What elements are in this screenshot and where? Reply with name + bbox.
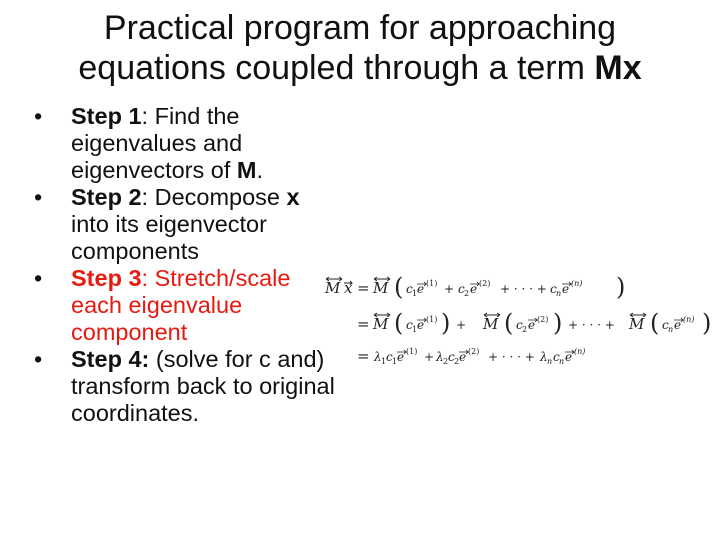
sub-2: 2 [454, 357, 460, 366]
eigvec-e1: e [417, 282, 425, 296]
bullet-icon: • [34, 346, 43, 372]
sup-1: (1) [406, 347, 418, 356]
sup-1: (1) [426, 315, 438, 324]
right-paren: ) [616, 273, 626, 301]
equals-sign: = [357, 279, 370, 297]
step-1-colon: : [141, 103, 155, 129]
equation-line-3 [357, 347, 585, 366]
coeff-cn: c [553, 350, 560, 364]
step-4-label: Step 4: [71, 346, 150, 372]
step-3-text: Stretch/scale each eigenvalue component [71, 265, 291, 345]
sub-2: 2 [464, 289, 470, 298]
coeff-c2: c [516, 318, 523, 332]
right-paren: ) [553, 309, 563, 337]
sub-n: n [556, 289, 562, 298]
coeff-c1: c [406, 318, 413, 332]
coeff-c1: c [406, 282, 413, 296]
equation-line-1 [324, 273, 625, 301]
left-paren: ( [394, 309, 404, 337]
vector-x: x [344, 279, 353, 297]
step-1-text: Find the eigenvalues and eigenvectors of [71, 103, 243, 183]
left-paren: ( [504, 309, 514, 337]
sub-2: 2 [522, 325, 528, 334]
step-3-label: Step 3 [71, 265, 142, 291]
coeff-c1: c [386, 350, 393, 364]
matrix-m: M [325, 279, 341, 297]
sub-2: 2 [443, 357, 449, 366]
sub-1: 1 [381, 357, 387, 366]
sub-n: n [559, 357, 565, 366]
eigvec-e2: e [470, 282, 478, 296]
sup-1: (1) [426, 279, 438, 288]
plus: + [444, 282, 455, 296]
sup-2: (2) [479, 279, 491, 288]
bullet-icon: • [34, 103, 43, 129]
slide-title [20, 8, 700, 88]
step-1 [30, 103, 340, 184]
lambda-n: λ [540, 350, 548, 364]
matrix-m: M [373, 279, 389, 297]
equation-line-2 [357, 309, 711, 337]
matrix-m: M [629, 315, 645, 333]
eigen-decomposition-equations [322, 262, 718, 372]
step-2 [30, 184, 340, 265]
lambda-2: λ [436, 350, 444, 364]
step-3-colon: : [141, 265, 155, 291]
step-4-text: (solve for c and) transform back to original coordinates. [71, 346, 335, 426]
coeff-c2: c [448, 350, 455, 364]
title-line-1: Practical program for approaching [103, 9, 617, 47]
sup-2: (2) [468, 347, 480, 356]
equals-sign: = [357, 315, 370, 333]
bullet-icon: • [34, 184, 43, 210]
sub-1: 1 [412, 325, 418, 334]
eigvec-en: e [565, 350, 573, 364]
eigvec-en: e [562, 282, 570, 296]
step-2-text-after: into its eigenvector components [71, 211, 267, 264]
step-1-label: Step 1 [71, 103, 142, 129]
title-mx: Mx [594, 49, 642, 87]
plus: + [456, 318, 467, 332]
title-line-2-text: equations coupled through a term [78, 49, 595, 87]
lambda-1: λ [374, 350, 382, 364]
sup-2: (2) [537, 315, 549, 324]
step-2-vector: x [286, 184, 300, 210]
eigvec-e2: e [528, 318, 536, 332]
step-2-colon: : [141, 184, 155, 210]
coeff-c2: c [458, 282, 465, 296]
ellipsis: + · · · + [488, 350, 535, 364]
coeff-cn: c [662, 318, 669, 332]
left-paren: ( [650, 309, 660, 337]
sub-n: n [547, 357, 553, 366]
coeff-cn: c [550, 282, 557, 296]
bullet-icon: • [34, 265, 43, 291]
eigvec-e2: e [459, 350, 467, 364]
eigvec-en: e [674, 318, 682, 332]
matrix-m: M [373, 315, 389, 333]
sup-n: (n) [571, 279, 583, 288]
eigvec-e1: e [397, 350, 405, 364]
step-2-text: Decompose [154, 184, 287, 210]
right-paren: ) [702, 309, 712, 337]
title-line-2 [20, 48, 700, 88]
right-paren: ) [441, 309, 451, 337]
step-2-label: Step 2 [71, 184, 142, 210]
step-1-matrix: M [236, 157, 257, 183]
sub-1: 1 [392, 357, 398, 366]
sup-n: (n) [574, 347, 586, 356]
sup-n: (n) [683, 315, 695, 324]
eigvec-e1: e [417, 318, 425, 332]
sub-1: 1 [412, 289, 418, 298]
step-1-period: . [256, 157, 264, 183]
equals-sign: = [357, 347, 370, 365]
plus: + [424, 350, 435, 364]
step-3 [30, 265, 340, 346]
left-paren: ( [394, 273, 404, 301]
matrix-m: M [483, 315, 499, 333]
steps-list [30, 103, 340, 427]
ellipsis: + · · · + [568, 318, 615, 332]
ellipsis: + · · · + [500, 282, 547, 296]
sub-n: n [668, 325, 674, 334]
step-4 [30, 346, 340, 427]
